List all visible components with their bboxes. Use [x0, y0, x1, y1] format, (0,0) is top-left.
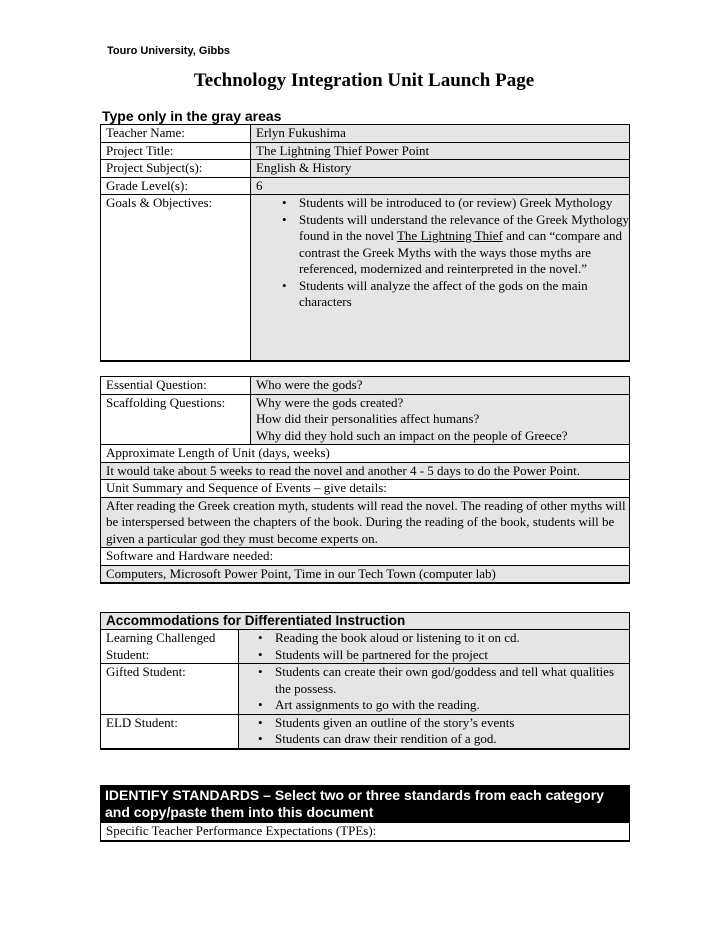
accommodation-item: • Students can create their own god/goddess and tell what qualities the possess. — [244, 664, 629, 697]
accommodation-item: • Students can draw their rendition of a god. — [244, 731, 629, 748]
essential-question-label: Essential Question: — [101, 377, 251, 395]
project-subject-label: Project Subject(s): — [101, 160, 251, 178]
project-title-label: Project Title: — [101, 142, 251, 160]
goal-item: • Students will be introduced to (or review) Greek Mythology — [256, 195, 629, 212]
grade-level-field[interactable]: 6 — [251, 177, 630, 195]
accommodations-heading: Accommodations for Differentiated Instruction — [101, 613, 630, 630]
software-field[interactable]: Computers, Microsoft Power Point, Time in our Tech Town (computer lab) — [101, 565, 630, 583]
unit-length-field[interactable]: It would take about 5 weeks to read the novel and another 4 - 5 days to do the Power Point. — [101, 462, 630, 480]
standards-heading: IDENTIFY STANDARDS – Select two or three standards from each category and copy/paste them into this document — [101, 786, 630, 823]
software-label: Software and Hardware needed: — [101, 548, 630, 566]
learning-challenged-label: Learning Challenged Student: — [101, 630, 239, 664]
accommodation-item: • Students will be partnered for the project — [244, 647, 629, 664]
organization-label: Touro University, Gibbs — [107, 45, 231, 57]
scaffold-question: How did their personalities affect humans? — [256, 411, 480, 426]
gifted-student-field[interactable] — [239, 664, 630, 715]
scaffold-question: Why did they hold such an impact on the people of Greece? — [256, 427, 568, 443]
learning-challenged-field[interactable] — [239, 630, 630, 664]
goal-text: and can “compare and contrast the Greek Myths with the ways those myths are referenced, modernized and reinterpreted in the novel.” — [299, 228, 622, 276]
accommodations-table — [100, 612, 630, 750]
scaffold-question: Why were the gods created? — [256, 394, 404, 410]
goals-label: Goals & Objectives: — [101, 195, 251, 362]
accommodation-item: • Reading the book aloud or listening to it on cd. — [244, 630, 629, 647]
basics-table — [100, 124, 630, 362]
teacher-name-label: Teacher Name: — [101, 125, 251, 143]
goal-text: Students will understand the relevance of the Greek Mythology found in the novel — [299, 211, 629, 243]
eld-student-label: ELD Student: — [101, 714, 239, 749]
standards-table — [100, 785, 630, 842]
accommodation-item: • Art assignments to go with the reading. — [244, 697, 629, 714]
unit-length-label: Approximate Length of Unit (days, weeks) — [101, 445, 630, 463]
goal-item: • Students will analyze the affect of the gods on the main characters — [256, 278, 629, 311]
grade-level-label: Grade Level(s): — [101, 177, 251, 195]
gifted-student-label: Gifted Student: — [101, 664, 239, 715]
tpe-label: Specific Teacher Performance Expectations (TPEs): — [101, 823, 630, 841]
goals-field[interactable] — [251, 195, 630, 362]
accommodation-item: • Students given an outline of the story’s events — [244, 715, 629, 732]
eld-student-field[interactable] — [239, 714, 630, 749]
unit-summary-field[interactable]: After reading the Greek creation myth, students will read the novel. The reading of other myths will be interspersed between the chapters of the book. During the reading of the book, students will be given a particular god they must become experts on. — [101, 497, 630, 548]
instruction-text: Type only in the gray areas — [102, 108, 282, 124]
project-subject-field[interactable]: English & History — [251, 160, 630, 178]
scaffolding-questions-field[interactable] — [251, 394, 630, 445]
scaffolding-questions-label: Scaffolding Questions: — [101, 394, 251, 445]
page-title: Technology Integration Unit Launch Page — [193, 70, 535, 91]
teacher-name-field[interactable]: Erlyn Fukushima — [251, 125, 630, 143]
unit-summary-label: Unit Summary and Sequence of Events – give details: — [101, 480, 630, 498]
questions-table — [100, 376, 630, 584]
essential-question-field[interactable]: Who were the gods? — [251, 377, 630, 395]
project-title-field[interactable]: The Lightning Thief Power Point — [251, 142, 630, 160]
goal-item — [256, 212, 629, 278]
book-title: The Lightning Thief — [396, 228, 503, 243]
